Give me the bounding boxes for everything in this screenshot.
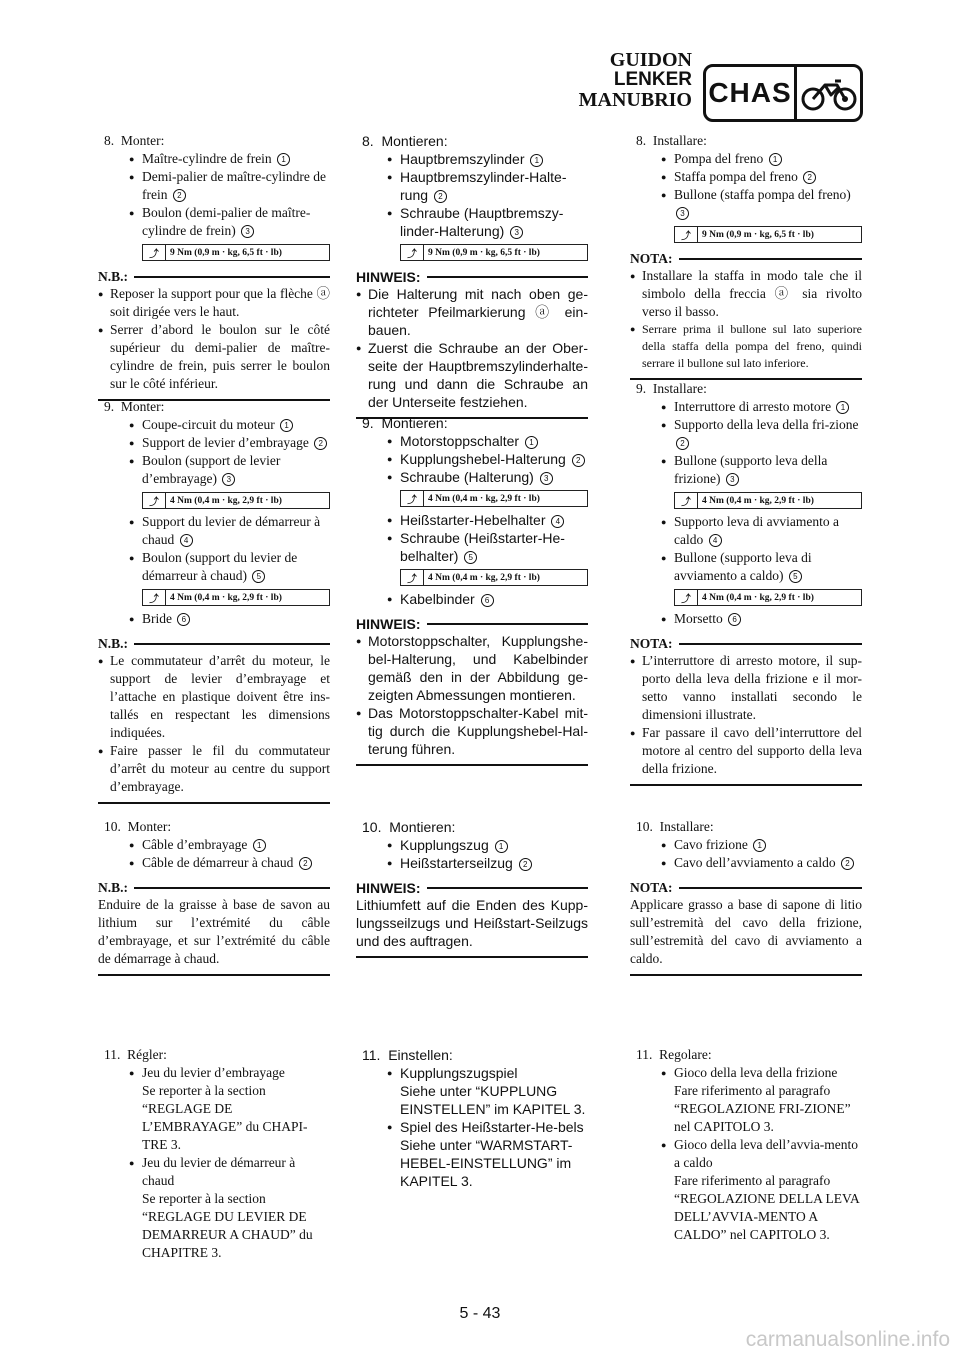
note-item: ● Motorstoppschalter, Kupplungshe-bel-Halterung, und Kabelbinder gemäß den in der Abbildung ge-zeigten Abmessungen montieren. bbox=[356, 632, 588, 704]
page-number: 5 - 43 bbox=[459, 1305, 501, 1322]
list-item: ● Hauptbremszylinder-Halte-rung 2 bbox=[356, 168, 588, 204]
step-title: 9. Monter: bbox=[104, 399, 165, 414]
torque-wrench-icon: ⤴ bbox=[401, 491, 424, 506]
step-title: 9. Montieren: bbox=[362, 415, 448, 431]
step-10-it bbox=[630, 818, 862, 976]
note-heading: NOTA: bbox=[630, 636, 862, 652]
list-item: ● Supporto leva di avviamento a caldo 4 bbox=[630, 513, 862, 549]
list-item: ● Boulon (support du levier de démarreur à chaud) 5 bbox=[98, 549, 330, 585]
list-item: ● Gioco della leva della frizione bbox=[630, 1064, 862, 1082]
note-item: ● Installare la staffa in modo tale che il simbolo della freccia ⓐ sia rivolto verso il basso. bbox=[630, 267, 862, 321]
list-item: ● Maître-cylindre de frein 1 bbox=[98, 150, 330, 168]
list-item: ● Bride 6 bbox=[98, 610, 330, 628]
torque-wrench-icon: ⤴ bbox=[675, 227, 698, 242]
note-heading: N.B.: bbox=[98, 269, 330, 285]
torque-spec: ⤴ 4 Nm (0,4 m · kg, 2,9 ft · lb) bbox=[142, 589, 330, 606]
step-8-de bbox=[356, 132, 588, 419]
watermark: carmanualsonline.info bbox=[745, 1328, 950, 1351]
reference-text: Fare riferimento al paragrafo “REGOLAZIONE FRI-ZIONE” nel CAPITOLO 3. bbox=[674, 1083, 851, 1134]
list-item: ● Schraube (Halterung) 3 bbox=[356, 468, 588, 486]
note-item: ● Das Motorstoppschalter-Kabel mit-tig durch die Kupplungshebel-Hal-terung führen. bbox=[356, 704, 588, 758]
note-heading: HINWEIS: bbox=[356, 269, 588, 285]
list-item: ● Hauptbremszylinder 1 bbox=[356, 150, 588, 168]
list-item: ● Jeu du levier de démarreur à chaud bbox=[98, 1154, 330, 1190]
reference-text: Fare riferimento al paragrafo “REGOLAZIONE DELLA LEVA DELL’AVVIA-MENTO A CALDO” nel CAPITOLO 3. bbox=[674, 1173, 859, 1242]
torque-spec: ⤴ 4 Nm (0,4 m · kg, 2,9 ft · lb) bbox=[400, 490, 588, 507]
torque-spec: ⤴ 4 Nm (0,4 m · kg, 2,9 ft · lb) bbox=[674, 589, 862, 606]
list-item: ● Kupplungszug 1 bbox=[356, 836, 588, 854]
note-item: ● Die Halterung mit nach oben ge-richteter Pfeilmarkierung ⓐ ein-bauen. bbox=[356, 285, 588, 339]
list-item: ● Cavo frizione 1 bbox=[630, 836, 862, 854]
note-heading: HINWEIS: bbox=[356, 880, 588, 896]
list-item: ● Kabelbinder 6 bbox=[356, 590, 588, 608]
torque-wrench-icon: ⤴ bbox=[401, 245, 424, 260]
step-title: 8. Installare: bbox=[636, 133, 707, 148]
step-title: 9. Installare: bbox=[636, 381, 707, 396]
list-item: ● Câble de démarreur à chaud 2 bbox=[98, 854, 330, 872]
reference-text: Se reporter à la section “REGLAGE DU LEVIER DE DEMARREUR A CHAUD” du CHAPITRE 3. bbox=[142, 1191, 313, 1260]
list-item: ● Boulon (support de levier d’embrayage) 3 bbox=[98, 452, 330, 488]
title-it: MANUBRIO bbox=[578, 89, 692, 111]
note-item: ● Zuerst die Schraube an der Ober-seite der Hauptbremszylinderhalte-rung und dann die Schraube an der Unterseite festziehen. bbox=[356, 339, 588, 411]
list-item: ● Schraube (Hauptbremszy-linder-Halterung) 3 bbox=[356, 204, 588, 240]
list-item: ● Cavo dell’avviamento a caldo 2 bbox=[630, 854, 862, 872]
note-item: ● Far passare il cavo dell’interruttore del motore al centro del supporto della leva della frizione. bbox=[630, 724, 862, 778]
section-title-block bbox=[579, 50, 692, 110]
note-text: Enduire de la graisse à base de savon au lithium sur l’extrémité du câble d’embrayage, et sur l’extrémité du câble de démarrage à chaud. bbox=[98, 897, 330, 966]
step-10-fr bbox=[98, 818, 330, 976]
torque-wrench-icon: ⤴ bbox=[143, 590, 166, 605]
note-text: Applicare grasso a base di sapone di litio sull’estremità del cavo della frizione, sull’estremità del cavo di avviamento a caldo. bbox=[630, 897, 862, 966]
list-item: ● Boulon (demi-palier de maître-cylindre de frein) 3 bbox=[98, 204, 330, 240]
reference-text: Siehe unter “KUPPLUNG EINSTELLEN” im KAPITEL 3. bbox=[400, 1083, 586, 1117]
title-fr: GUIDON bbox=[609, 49, 692, 71]
step-11-it bbox=[630, 1046, 862, 1244]
torque-spec: ⤴ 9 Nm (0,9 m · kg, 6,5 ft · lb) bbox=[400, 244, 588, 261]
torque-wrench-icon: ⤴ bbox=[143, 493, 166, 508]
list-item: ● Bullone (supporto leva della frizione) 3 bbox=[630, 452, 862, 488]
list-item: ● Bullone (supporto leva di avviamento a caldo) 5 bbox=[630, 549, 862, 585]
list-item: ● Jeu du levier d’embrayage bbox=[98, 1064, 330, 1082]
note-item: ● Faire passer le fil du commutateur d’arrêt du moteur au centre du support d’embrayage. bbox=[98, 742, 330, 796]
torque-wrench-icon: ⤴ bbox=[675, 493, 698, 508]
list-item: ● Kupplungshebel-Halterung 2 bbox=[356, 450, 588, 468]
step-title: 8. Montieren: bbox=[362, 133, 448, 149]
list-item: ● Motorstoppschalter 1 bbox=[356, 432, 588, 450]
chapter-label: CHAS bbox=[706, 67, 797, 119]
note-item: ● L’interruttore di arresto motore, il sup-porto della leva della frizione e il mor-setto vanno installati secondo le dimensioni illustrate. bbox=[630, 652, 862, 724]
list-item: ● Câble d’embrayage 1 bbox=[98, 836, 330, 854]
step-title: 10. Installare: bbox=[636, 819, 714, 834]
step-title: 11. Regolare: bbox=[636, 1047, 712, 1062]
reference-text: Se reporter à la section “REGLAGE DE L’EMBRAYAGE” du CHAPI-TRE 3. bbox=[142, 1083, 308, 1152]
torque-spec: ⤴ 9 Nm (0,9 m · kg, 6,5 ft · lb) bbox=[674, 226, 862, 243]
torque-spec: ⤴ 4 Nm (0,4 m · kg, 2,9 ft · lb) bbox=[674, 492, 862, 509]
list-item: ● Coupe-circuit du moteur 1 bbox=[98, 416, 330, 434]
torque-spec: ⤴ 9 Nm (0,9 m · kg, 6,5 ft · lb) bbox=[142, 244, 330, 261]
note-text: Lithiumfett auf die Enden des Kupp-lungsseilzugs und Heißstart-Seilzugs und des auftragen. bbox=[356, 897, 588, 949]
list-item: ● Kupplungszugspiel bbox=[356, 1064, 588, 1082]
note-heading: NOTA: bbox=[630, 880, 862, 896]
torque-spec: ⤴ 4 Nm (0,4 m · kg, 2,9 ft · lb) bbox=[142, 492, 330, 509]
list-item: ● Spiel des Heißstarter-He-bels bbox=[356, 1118, 588, 1136]
list-item: ● Staffa pompa del freno 2 bbox=[630, 168, 862, 186]
list-item: ● Heißstarterseilzug 2 bbox=[356, 854, 588, 872]
list-item: ● Demi-palier de maître-cylindre de frein 2 bbox=[98, 168, 330, 204]
list-item: ● Pompa del freno 1 bbox=[630, 150, 862, 168]
list-item: ● Schraube (Heißstarter-He-belhalter) 5 bbox=[356, 529, 588, 565]
list-item: ● Support du levier de démarreur à chaud 4 bbox=[98, 513, 330, 549]
step-title: 11. Régler: bbox=[104, 1047, 167, 1062]
step-title: 10. Montieren: bbox=[362, 819, 456, 835]
torque-wrench-icon: ⤴ bbox=[675, 590, 698, 605]
note-heading: N.B.: bbox=[98, 880, 330, 896]
torque-spec: ⤴ 4 Nm (0,4 m · kg, 2,9 ft · lb) bbox=[400, 569, 588, 586]
chapter-badge bbox=[703, 64, 863, 122]
note-heading: NOTA: bbox=[630, 251, 862, 267]
list-item: ● Support de levier d’embrayage 2 bbox=[98, 434, 330, 452]
step-8-fr bbox=[98, 132, 330, 401]
torque-wrench-icon: ⤴ bbox=[143, 245, 166, 260]
step-11-fr bbox=[98, 1046, 330, 1262]
note-item: ● Le commutateur d’arrêt du moteur, le support de levier d’embrayage et l’attache en plastique doivent être ins-tallés en respectant les dimensions indiquées. bbox=[98, 652, 330, 742]
note-item: ● Serrer d’abord le boulon sur le côté supérieur du demi-palier de maître-cylindre de frein, puis serrer le boulon sur le côté inférieur. bbox=[98, 321, 330, 393]
list-item: ● Supporto della leva della fri-zione 2 bbox=[630, 416, 862, 452]
list-item: ● Morsetto 6 bbox=[630, 610, 862, 628]
note-item: ● Reposer la support pour que la flèche ⓐ soit dirigée vers le haut. bbox=[98, 285, 330, 321]
step-9-de bbox=[356, 414, 588, 766]
list-item: ● Gioco della leva dell’avvia-mento a caldo bbox=[630, 1136, 862, 1172]
torque-wrench-icon: ⤴ bbox=[401, 570, 424, 585]
note-heading: N.B.: bbox=[98, 636, 330, 652]
reference-text: Siehe unter “WARMSTART-HEBEL-EINSTELLUNG” im KAPITEL 3. bbox=[400, 1137, 573, 1189]
step-8-it bbox=[630, 132, 862, 380]
note-heading: HINWEIS: bbox=[356, 616, 588, 632]
step-title: 8. Monter: bbox=[104, 133, 165, 148]
list-item: ● Heißstarter-Hebelhalter 4 bbox=[356, 511, 588, 529]
step-10-de bbox=[356, 818, 588, 958]
list-item: ● Interruttore di arresto motore 1 bbox=[630, 398, 862, 416]
step-title: 11. Einstellen: bbox=[362, 1047, 453, 1063]
note-item: ● Serrare prima il bullone sul lato superiore della staffa della pompa del freno, quindi serrare il bullone sul lato inferiore. bbox=[630, 321, 862, 372]
step-9-fr bbox=[98, 398, 330, 804]
step-title: 10. Monter: bbox=[104, 819, 172, 834]
list-item: ● Bullone (staffa pompa del freno) 3 bbox=[630, 186, 862, 222]
title-de: LENKER bbox=[613, 69, 692, 90]
motorcycle-icon bbox=[797, 73, 860, 113]
step-11-de bbox=[356, 1046, 588, 1190]
step-9-it bbox=[630, 380, 862, 786]
